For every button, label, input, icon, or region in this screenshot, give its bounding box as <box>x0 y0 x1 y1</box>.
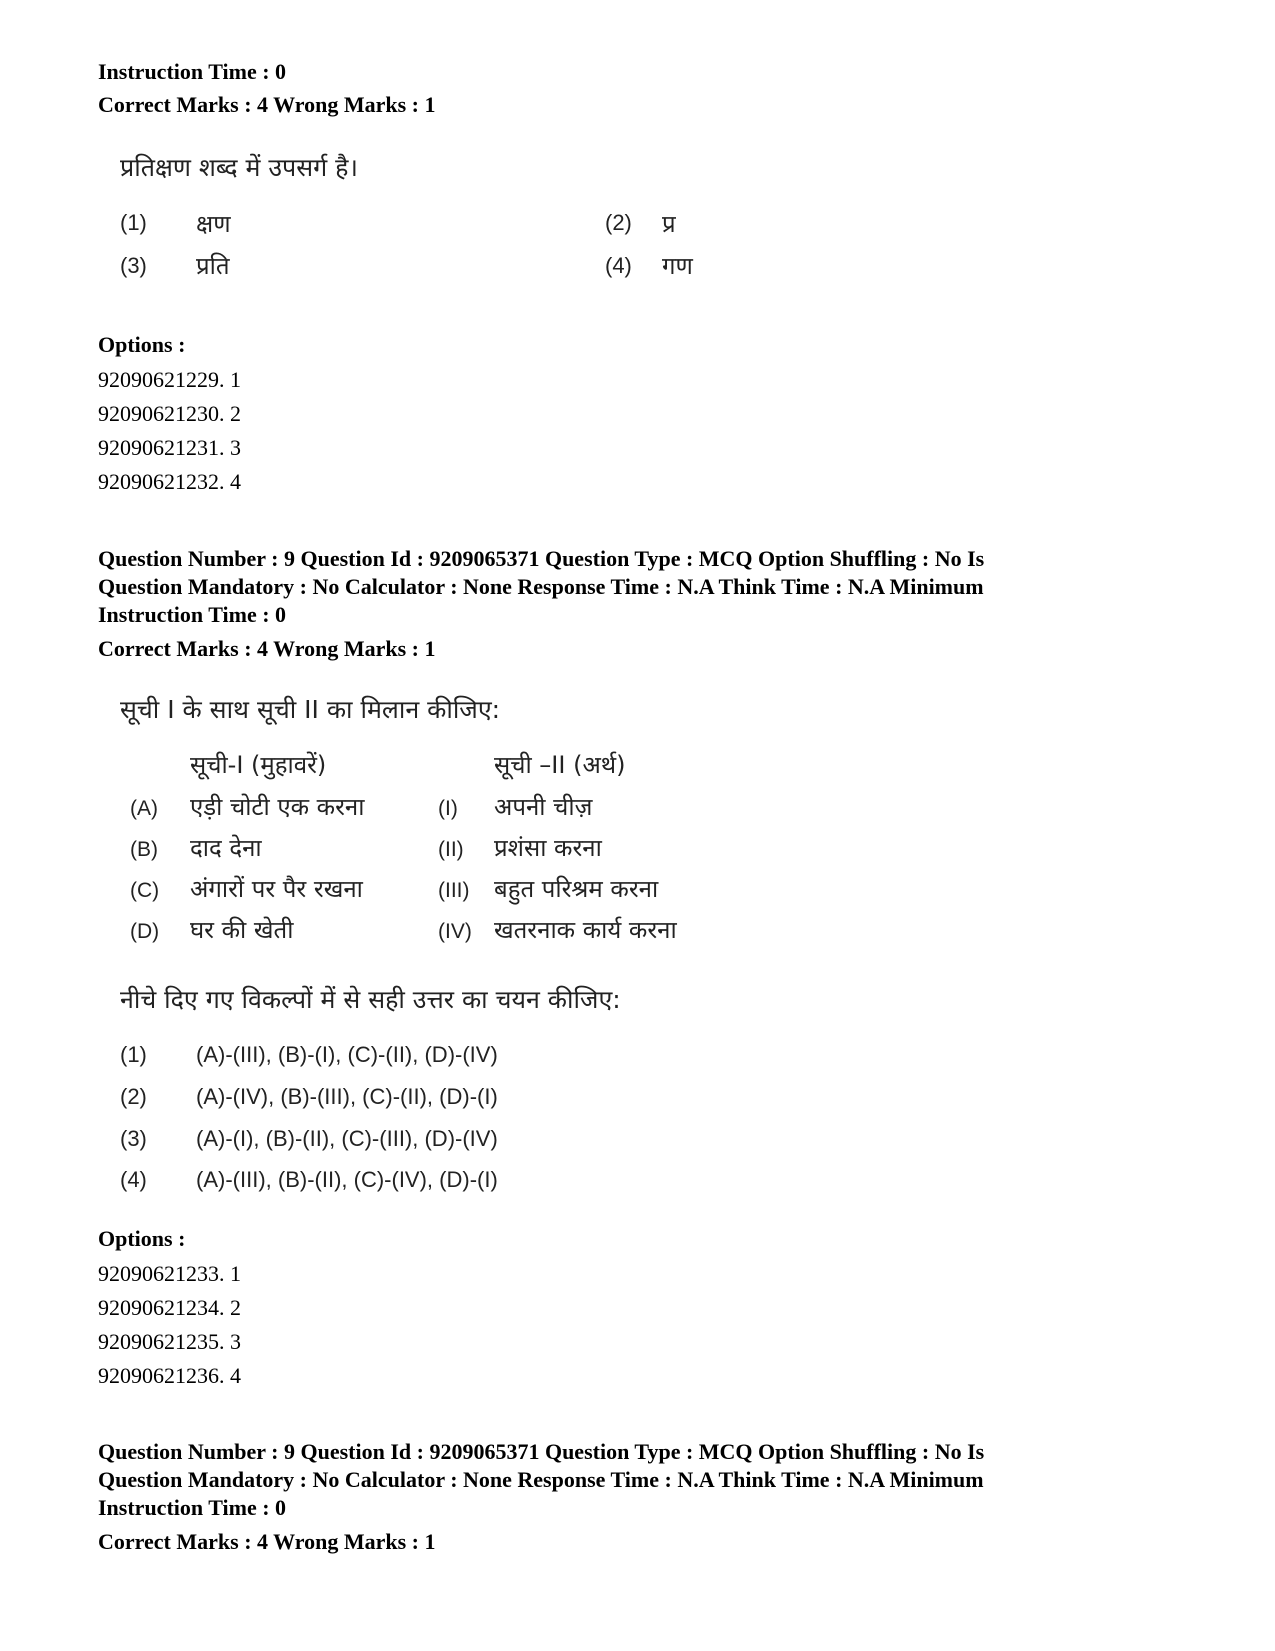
choice-number: (3) <box>120 1126 147 1151</box>
question-text: सूची I के साथ सूची II का मिलान कीजिए: <box>120 695 501 724</box>
option-item[interactable]: 92090621231. 3 <box>98 435 241 460</box>
meaning-text: खतरनाक कार्य करना <box>494 916 677 944</box>
choice-number: (4) <box>120 1167 147 1192</box>
option-item[interactable]: 92090621229. 1 <box>98 367 241 392</box>
meaning-text: प्रशंसा करना <box>494 834 602 862</box>
option-item[interactable]: 92090621234. 2 <box>98 1295 241 1320</box>
options-label: Options : <box>98 1226 186 1251</box>
choice-text: (A)-(I), (B)-(II), (C)-(III), (D)-(IV) <box>196 1126 498 1151</box>
choice-number: (3) <box>120 253 147 278</box>
option-item[interactable]: 92090621235. 3 <box>98 1329 241 1354</box>
row-label: (D) <box>130 920 160 943</box>
row-label: (C) <box>130 879 160 902</box>
row-label: (B) <box>130 838 158 861</box>
choice-text: (A)-(III), (B)-(II), (C)-(IV), (D)-(I) <box>196 1167 498 1192</box>
choice-number: (2) <box>120 1084 147 1109</box>
question-header: Question Mandatory : No Calculator : None Response Time : N.A Think Time : N.A Minimum <box>98 574 984 599</box>
list1-heading: सूची-I (मुहावरें) <box>190 751 327 779</box>
choice-number: (2) <box>605 210 632 235</box>
select-prompt: नीचे दिए गए विकल्पों में से सही उत्तर का चयन कीजिए: <box>120 985 621 1014</box>
row-label: (A) <box>130 797 158 820</box>
choice-text: (A)-(IV), (B)-(III), (C)-(II), (D)-(I) <box>196 1084 498 1109</box>
choice-text: गण <box>662 252 693 280</box>
choice-number: (1) <box>120 210 147 235</box>
option-item[interactable]: 92090621230. 2 <box>98 401 241 426</box>
choice-number: (4) <box>605 253 632 278</box>
row-label: (III) <box>438 879 470 902</box>
instruction-time: Instruction Time : 0 <box>98 59 287 84</box>
list2-heading: सूची –II (अर्थ) <box>494 751 626 779</box>
option-item[interactable]: 92090621233. 1 <box>98 1261 241 1286</box>
question-header: Question Number : 9 Question Id : 9209065371 Question Type : MCQ Option Shuffling : No Is <box>98 546 985 571</box>
question-header: Question Number : 9 Question Id : 9209065371 Question Type : MCQ Option Shuffling : No Is <box>98 1439 985 1464</box>
marks-line: Correct Marks : 4 Wrong Marks : 1 <box>98 92 436 117</box>
question-header: Instruction Time : 0 <box>98 1495 287 1520</box>
choice-text: क्षण <box>196 210 231 238</box>
choice-number: (1) <box>120 1042 147 1067</box>
idiom-text: एड़ी चोटी एक करना <box>190 793 365 821</box>
marks-line: Correct Marks : 4 Wrong Marks : 1 <box>98 1529 436 1554</box>
row-label: (IV) <box>438 920 472 943</box>
option-item[interactable]: 92090621236. 4 <box>98 1363 241 1388</box>
choice-text: (A)-(III), (B)-(I), (C)-(II), (D)-(IV) <box>196 1042 498 1067</box>
meaning-text: बहुत परिश्रम करना <box>494 875 659 903</box>
row-label: (I) <box>438 797 458 820</box>
choice-text: प्रति <box>196 252 230 280</box>
option-item[interactable]: 92090621232. 4 <box>98 469 241 494</box>
marks-line: Correct Marks : 4 Wrong Marks : 1 <box>98 636 436 661</box>
choice-text: प्र <box>662 210 676 238</box>
idiom-text: अंगारों पर पैर रखना <box>190 875 363 903</box>
row-label: (II) <box>438 838 464 861</box>
meaning-text: अपनी चीज़ <box>494 793 593 821</box>
question-header: Instruction Time : 0 <box>98 602 287 627</box>
idiom-text: दाद देना <box>190 834 262 862</box>
idiom-text: घर की खेती <box>190 916 294 944</box>
question-text: प्रतिक्षण शब्द में उपसर्ग है। <box>120 153 358 182</box>
options-label: Options : <box>98 332 186 357</box>
question-header: Question Mandatory : No Calculator : None Response Time : N.A Think Time : N.A Minimum <box>98 1467 984 1492</box>
